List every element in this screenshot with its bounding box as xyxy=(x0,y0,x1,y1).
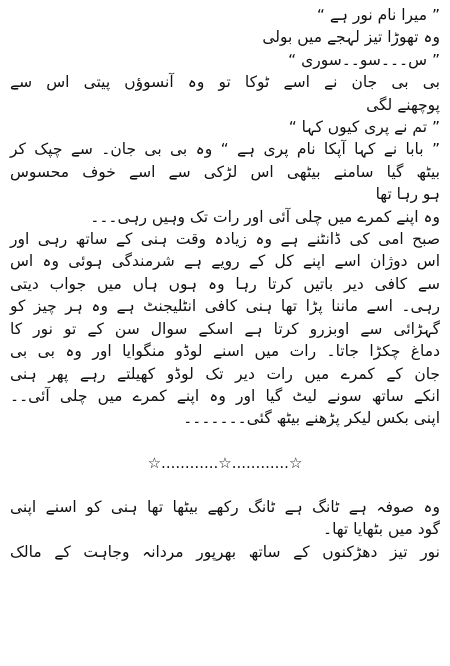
text-line: وہ صوفہ ہے ٹانگ ہے ٹانگ رکھے بیٹھا تھا ہنی کو اسنے اپنی xyxy=(10,497,440,516)
text-line: گہڑائی سے اوبزرو کرتا ہے اسکے سوال سن کے تو نور کا xyxy=(10,319,440,338)
text-line: دماغ چکڑا جاتا۔ رات میں اسنے لوڈو منگوایا اور وہ بی بی xyxy=(10,342,440,361)
text-line: گود میں بٹھایا تھا۔ xyxy=(322,520,440,539)
text-line: ” بابا نے کہا آپکا نام پری ہے “ وہ بی بی جان۔ سے چپک کر xyxy=(10,140,440,159)
text-line: ” میرا نام نور ہے “ xyxy=(316,6,440,24)
text-line: وہ اپنے کمرے میں چلی آئی اور رات تک وہیں رہی۔۔۔ xyxy=(90,207,440,226)
text-line: رہی۔ اسے ماننا پڑا تھا ہنی کافی انٹلیجنٹ ہے وہ ہر چیز کو xyxy=(10,297,440,316)
text-line: اپنی بکس لیکر پڑھنے بیٹھ گئی۔۔۔۔۔۔۔ xyxy=(183,409,440,428)
text-block-bottom xyxy=(10,496,440,563)
text-line: بی بی جان نے اسے ٹوکا تو وہ آنسوؤں پیتی اس سے xyxy=(10,73,440,92)
text-line: پوچھنے لگی xyxy=(366,95,440,114)
spacer xyxy=(10,474,440,496)
text-line: سے کافی دیر باتیں کرتا رہا وہ ہوں ہاں میں جواب دیتی xyxy=(10,274,440,293)
text-line: وہ تھوڑا تیز لہجے میں بولی xyxy=(262,28,440,47)
spacer xyxy=(10,430,440,452)
text-line: انکے ساتھ سونے لیٹ گیا اور وہ اپنے کمرے میں چلی آئی۔۔ xyxy=(10,386,440,405)
text-line: جان کے کمرے میں رات دیر تک لوڈو کھیلتے رہے پھر ہنی xyxy=(10,364,440,383)
text-line: ” تم نے پری کیوں کہا “ xyxy=(288,118,440,137)
text-line: صبح امی کی ڈانٹنے ہے وہ زیادہ وقت ہنی کے ساتھ رہی اور xyxy=(10,230,440,249)
text-line: اس دوژان اسے اپنے کل کے رویے ہے شرمندگی ہوئی وہ اس xyxy=(10,252,440,271)
text-line: ” س۔۔۔سو۔۔سوری “ xyxy=(288,50,440,69)
star-divider: ☆............☆............☆ xyxy=(147,453,303,472)
text-line: نور تیز دھڑکنوں کے ساتھ بھرپور مردانہ وجاہت کے مالک xyxy=(10,542,440,561)
text-line: بیٹھ گیا سامنے بیٹھی اس لڑکی سے اسے خوف محسوس xyxy=(10,162,440,181)
text-line: ہو رہا تھا xyxy=(375,185,440,204)
text-block-top xyxy=(10,4,440,430)
